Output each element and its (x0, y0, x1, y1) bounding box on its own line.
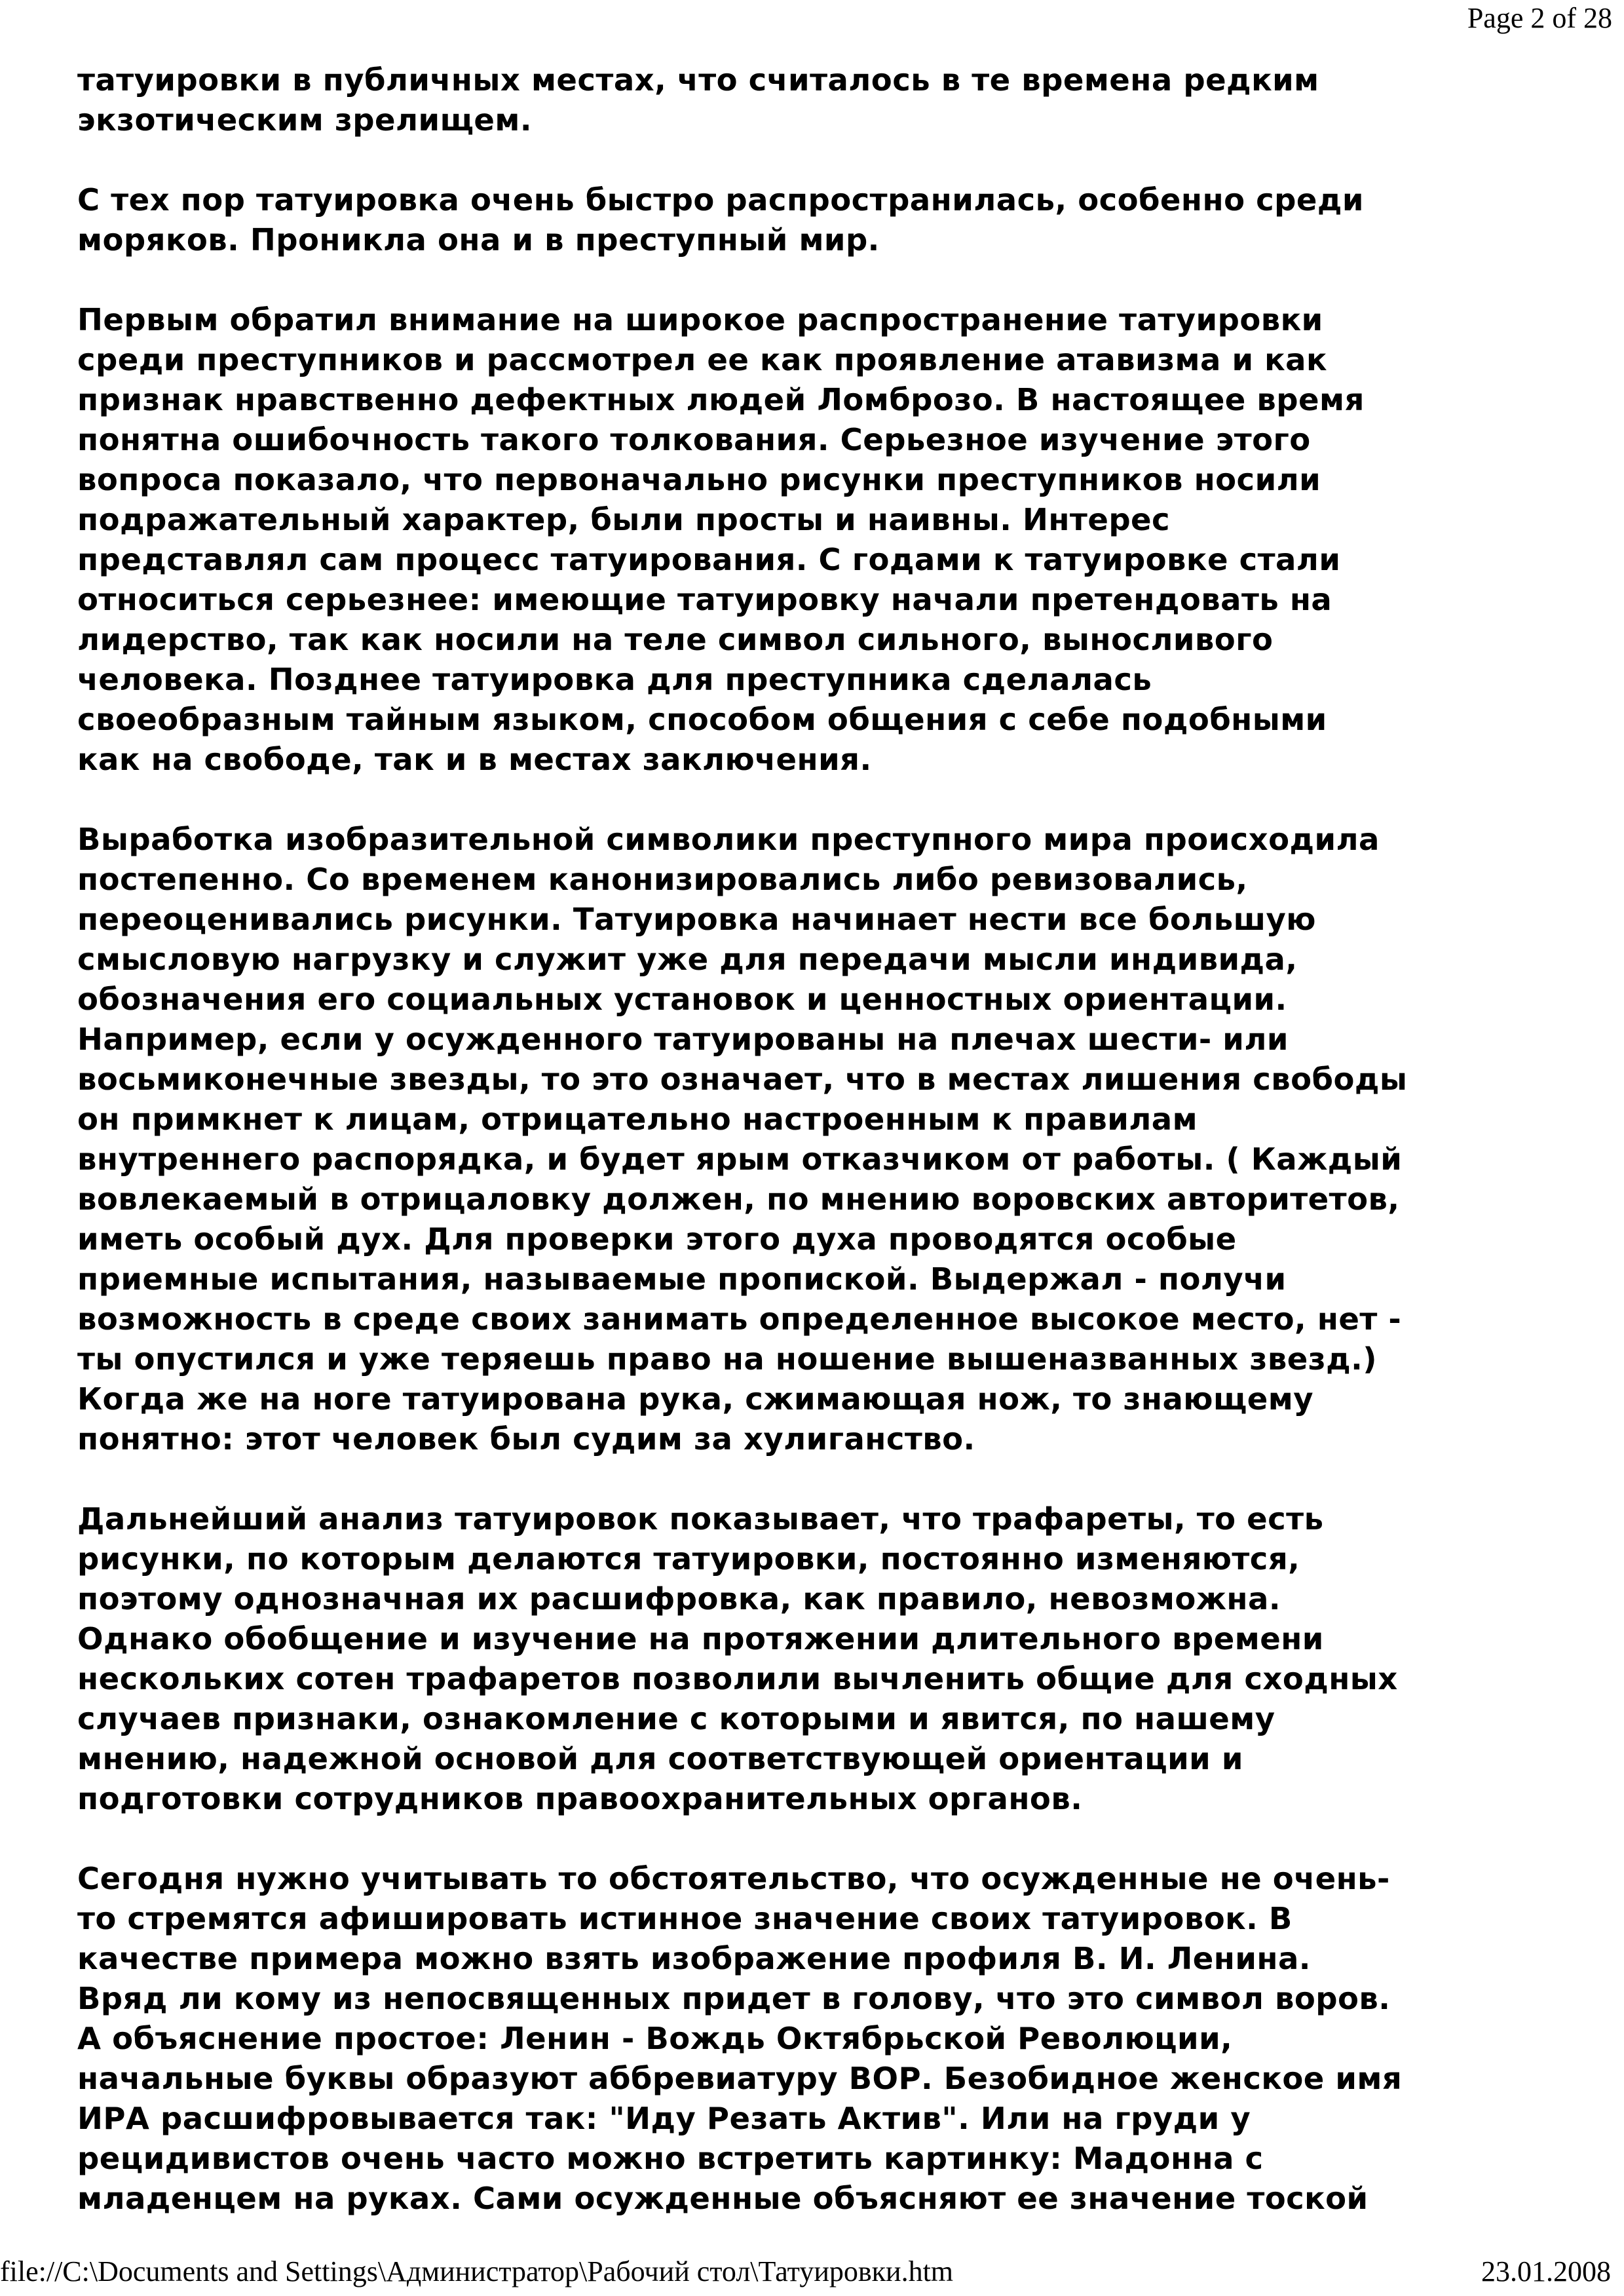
text-line: Вряд ли кому из непосвященных придет в голову, что это символ воров. (77, 1981, 1391, 2016)
text-line: человека. Позднее татуировка для преступника сделалась (77, 662, 1152, 697)
text-line: моряков. Проникла она и в преступный мир. (77, 222, 880, 258)
text-line: иметь особый дух. Для проверки этого духа проводятся особые (77, 1221, 1237, 1257)
text-line: нескольких сотен трафаретов позволили вычленить общие для сходных (77, 1661, 1398, 1696)
text-line: Например, если у осужденного татуированы на плечах шести- или (77, 1022, 1289, 1057)
text-line: восьмиконечные звезды, то это означает, что в местах лишения свободы (77, 1062, 1408, 1097)
print-date: 23.01.2008 (1481, 2255, 1611, 2287)
page-header (1467, 1, 1612, 35)
file-path-link[interactable]: file://C:\Documents and Settings\Администратор\Рабочий стол\Татуировки.htm (0, 2255, 954, 2287)
text-line: экзотическим зрелищем. (77, 102, 532, 138)
text-line: понятно: этот человек был судим за хулиганство. (77, 1421, 975, 1457)
text-line: лидерство, так как носили на теле символ сильного, выносливого (77, 622, 1274, 657)
text-line: постепенно. Со временем канонизировались либо ревизовались, (77, 862, 1248, 897)
paragraph (77, 1859, 1571, 2219)
text-line: возможность в среде своих занимать определенное высокое место, нет - (77, 1301, 1402, 1337)
text-line: Однако обобщение и изучение на протяжении длительного времени (77, 1621, 1324, 1656)
text-line: Сегодня нужно учитывать то обстоятельство, что осужденные не очень- (77, 1861, 1390, 1896)
paragraph (77, 1499, 1571, 1819)
text-line: понятна ошибочность такого толкования. Серьезное изучение этого (77, 422, 1311, 457)
text-line: внутреннего распорядка, и будет ярым отказчиком от работы. ( Каждый (77, 1141, 1403, 1177)
text-line: случаев признаки, ознакомление с которыми и явится, по нашему (77, 1701, 1275, 1736)
text-line: приемные испытания, называемые пропиской. Выдержал - получи (77, 1261, 1287, 1297)
text-line: мнению, надежной основой для соответствующей ориентации и (77, 1741, 1243, 1776)
text-line: переоценивались рисунки. Татуировка начинает нести все большую (77, 902, 1316, 937)
text-line: среди преступников и рассмотрел ее как проявление атавизма и как (77, 342, 1327, 377)
text-line: С тех пор татуировка очень быстро распространилась, особенно среди (77, 182, 1364, 218)
text-line: Дальнейший анализ татуировок показывает, что трафареты, то есть (77, 1501, 1324, 1537)
text-line: Первым обратил внимание на широкое распространение татуировки (77, 302, 1323, 337)
text-line: представлял сам процесс татуирования. С годами к татуировке стали (77, 542, 1341, 577)
paragraph (77, 60, 1571, 140)
text-line: относиться серьезнее: имеющие татуировку начали претендовать на (77, 582, 1332, 617)
text-line: А объяснение простое: Ленин - Вождь Октябрьской Революции, (77, 2021, 1233, 2056)
text-line: то стремятся афишировать истинное значение своих татуировок. В (77, 1901, 1293, 1936)
text-line: ИРА расшифровывается так: "Иду Резать Актив". Или на груди у (77, 2101, 1251, 2136)
text-line: качестве примера можно взять изображение профиля В. И. Ленина. (77, 1941, 1311, 1976)
text-line: признак нравственно дефектных людей Ломброзо. В настоящее время (77, 382, 1365, 417)
text-line: Когда же на ноге татуирована рука, сжимающая нож, то знающему (77, 1381, 1314, 1417)
text-line: рисунки, по которым делаются татуировки, постоянно изменяются, (77, 1541, 1300, 1577)
paragraph (77, 300, 1571, 780)
text-line: вопроса показало, что первоначально рисунки преступников носили (77, 462, 1321, 497)
text-line: татуировки в публичных местах, что считалось в те времена редким (77, 62, 1319, 98)
paragraph (77, 180, 1571, 260)
text-line: рецидивистов очень часто можно встретить картинку: Мадонна с (77, 2141, 1264, 2176)
text-line: поэтому однозначная их расшифровка, как правило, невозможна. (77, 1581, 1281, 1617)
text-line: младенцем на руках. Сами осужденные объясняют ее значение тоской (77, 2181, 1369, 2216)
text-line: подражательный характер, были просты и наивны. Интерес (77, 502, 1171, 537)
text-line: обозначения его социальных установок и ценностных ориентации. (77, 982, 1287, 1017)
page-indicator: Page 2 of 28 (1467, 2, 1612, 34)
text-line: он примкнет к лицам, отрицательно настроенным к правилам (77, 1101, 1198, 1137)
text-line: вовлекаемый в отрицаловку должен, по мнению воровских авторитетов, (77, 1181, 1400, 1217)
text-line: как на свободе, так и в местах заключения. (77, 742, 872, 777)
text-line: своеобразным тайным языком, способом общения с себе подобными (77, 702, 1327, 737)
page-footer (0, 2252, 1624, 2291)
paragraph (77, 820, 1571, 1459)
text-line: смысловую нагрузку и служит уже для передачи мысли индивида, (77, 942, 1298, 977)
text-line: подготовки сотрудников правоохранительных органов. (77, 1781, 1083, 1816)
text-line: начальные буквы образуют аббревиатуру ВОР. Безобидное женское имя (77, 2061, 1403, 2096)
text-line: ты опустился и уже теряешь право на ношение вышеназванных звезд.) (77, 1341, 1377, 1377)
document-body (77, 60, 1571, 2259)
text-line: Выработка изобразительной символики преступного мира происходила (77, 822, 1380, 857)
